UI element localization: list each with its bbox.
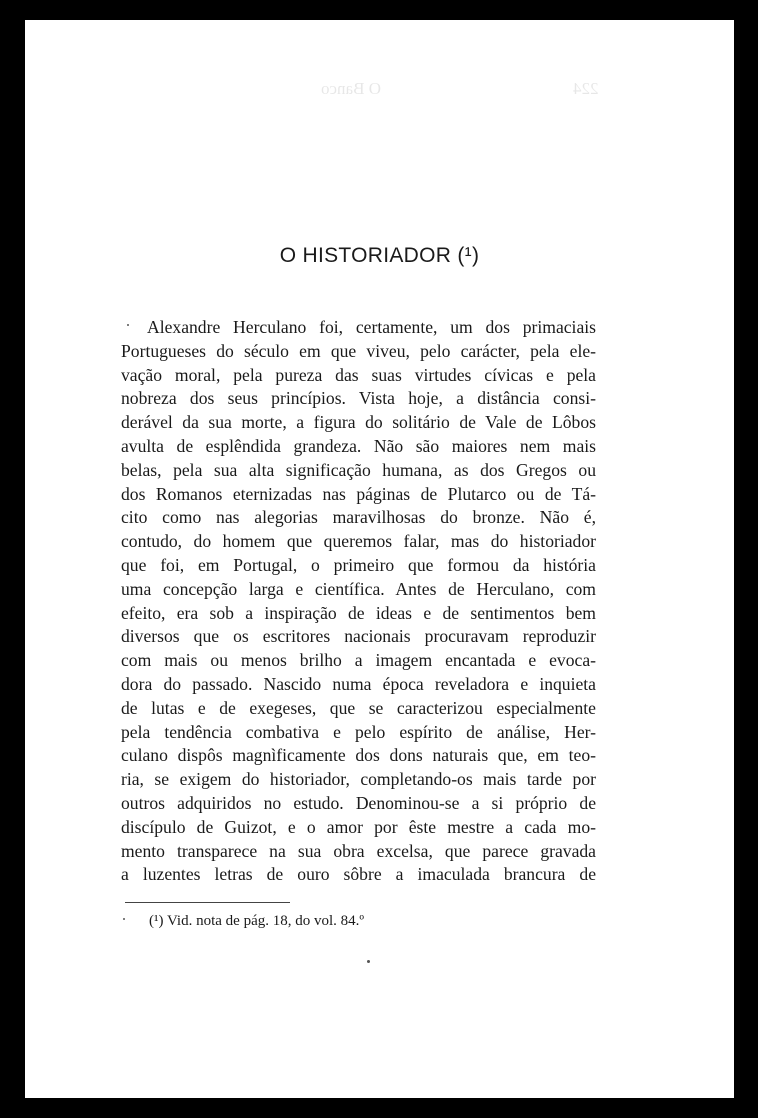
body-line: nobreza dos seus princípios. Vista hoje, a distância consi- bbox=[121, 388, 596, 409]
body-line: contudo, do homem que queremos falar, mas do historiador bbox=[121, 531, 596, 552]
paper-speck bbox=[127, 324, 129, 326]
footnote bbox=[149, 913, 364, 930]
bleed-through-header: O Banco bbox=[321, 79, 381, 98]
body-line: a luzentes letras de ouro sôbre a imaculada brancura de bbox=[121, 864, 596, 885]
bleed-through-page-number: 224 bbox=[573, 79, 599, 98]
body-line: mento transparece na sua obra excelsa, que parece gravada bbox=[121, 840, 596, 861]
body-line: culano dispôs magnìficamente dos dons naturais que, em teo- bbox=[121, 745, 596, 766]
body-line: ria, se exigem do historiador, completando-os mais tarde por bbox=[121, 769, 596, 790]
body-line: dora do passado. Nascido numa época reveladora e inquieta bbox=[121, 673, 596, 694]
body-line: outros adquiridos no estudo. Denominou-se a si próprio de bbox=[121, 792, 596, 813]
body-line: discípulo de Guizot, e o amor por êste mestre a cada mo- bbox=[121, 816, 596, 837]
body-line: diversos que os escritores nacionais procuravam reproduzir bbox=[121, 626, 596, 647]
body-line: que foi, em Portugal, o primeiro que formou da história bbox=[121, 554, 596, 575]
document-page bbox=[25, 20, 734, 1098]
body-line: pela tendência combativa e pelo espírito de análise, Her- bbox=[121, 721, 596, 742]
article-title bbox=[25, 244, 734, 268]
body-line: de lutas e de exegeses, que se caracterizou especialmente bbox=[121, 697, 596, 718]
paper-speck bbox=[123, 918, 125, 920]
body-line: avulta de esplêndida grandeza. Não são maiores nem mais bbox=[121, 435, 596, 456]
article-title-text: O HISTORIADOR bbox=[279, 244, 452, 267]
body-line: dos Romanos eternizadas nas páginas de Plutarco ou de Tá- bbox=[121, 483, 596, 504]
article-body bbox=[121, 316, 596, 887]
body-line: derável da sua morte, a figura do solitário de Vale de Lôbos bbox=[121, 412, 596, 433]
footnote-text: Vid. nota de pág. 18, do vol. 84.º bbox=[166, 913, 365, 929]
article-title-note-marker: (¹) bbox=[457, 244, 480, 267]
paper-speck bbox=[367, 960, 370, 963]
body-line: cito como nas alegorias maravilhosas do bronze. Não é, bbox=[121, 507, 596, 528]
body-line: Portugueses do século em que viveu, pelo carácter, pela ele- bbox=[121, 340, 596, 361]
footnote-marker: (¹) bbox=[149, 913, 164, 929]
body-line: Alexandre Herculano foi, certamente, um dos primaciais bbox=[147, 317, 596, 337]
body-line: com mais ou menos brilho a imagem encantada e evoca- bbox=[121, 650, 596, 671]
body-line: efeito, era sob a inspiração de ideas e de sentimentos bem bbox=[121, 602, 596, 623]
body-line: belas, pela sua alta significação humana, as dos Gregos ou bbox=[121, 459, 596, 480]
footnote-divider bbox=[125, 902, 290, 903]
body-line: uma concepção larga e científica. Antes de Herculano, com bbox=[121, 578, 596, 599]
body-line: vação moral, pela pureza das suas virtudes cívicas e pela bbox=[121, 364, 596, 385]
